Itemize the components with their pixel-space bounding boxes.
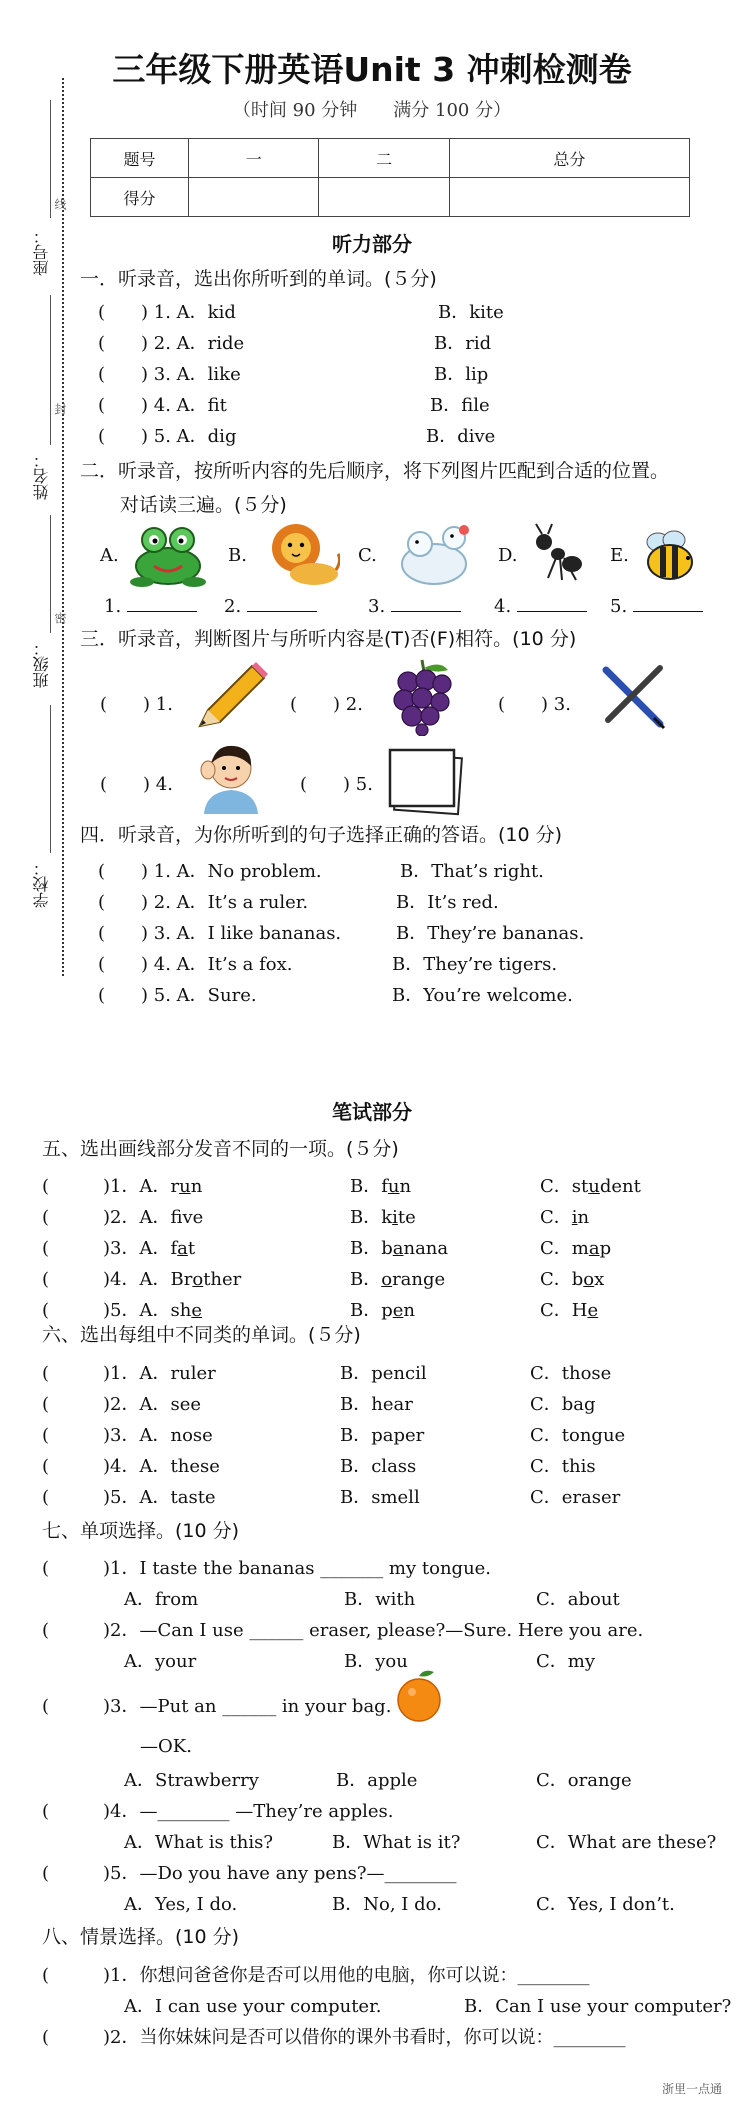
s7-q3-option-b: B．apple <box>336 1770 418 1791</box>
s6-option-b: B．hear <box>340 1394 413 1415</box>
s1-option-b: B．rid <box>434 333 492 354</box>
underlined-letter: e <box>392 1300 404 1321</box>
s2-blank-number: 2. <box>224 596 242 617</box>
name-label: 姓名： <box>32 452 51 500</box>
page-title: 三年级下册英语Unit 3 冲刺检测卷 <box>112 50 632 89</box>
word-part: C．b <box>540 1269 584 1290</box>
seat-line <box>50 100 51 218</box>
s2-blank-number: 4. <box>494 596 512 617</box>
s7-q4-option-a: A．What is this? <box>124 1832 273 1853</box>
s2-blank[interactable] <box>368 596 461 617</box>
underlined-letter: u <box>387 1176 400 1197</box>
section-8-title: 八、情景选择。(10 分) <box>42 1926 240 1948</box>
word-part: n <box>190 1176 203 1197</box>
word-part: n <box>399 1176 412 1197</box>
pencil-picture <box>190 660 270 732</box>
s2-letter: E. <box>610 545 629 566</box>
section-2-title: 二．听录音，按所听内容的先后顺序，将下列图片匹配到合适的位置。 <box>80 460 670 482</box>
item-number: ( )5．A． <box>42 1300 171 1321</box>
s4-option-a: ( ) 1. A．No problem. <box>98 861 322 882</box>
watermark: 浙里一点通 <box>662 2082 723 2096</box>
s2-letter: B. <box>228 545 247 566</box>
s6-option-b: B．pencil <box>340 1363 427 1384</box>
s7-q5-option-b: B．No, I do. <box>332 1894 442 1915</box>
word-part: range <box>392 1269 446 1290</box>
word-part: n <box>577 1207 590 1228</box>
word-part: B． <box>350 1269 382 1290</box>
word-part: Br <box>170 1269 193 1290</box>
s1-option-a: ( ) 1. A．kid <box>98 302 236 323</box>
s7-question-1: ( )1．I taste the bananas _______ my tongue. <box>42 1558 492 1579</box>
bee-picture <box>642 528 698 582</box>
word-part: n <box>403 1300 415 1321</box>
underlined-letter: o <box>381 1269 393 1290</box>
s4-option-b: B．You’re welcome. <box>392 985 573 1006</box>
written-title: 笔试部分 <box>332 1100 412 1124</box>
word-part: ther <box>203 1269 242 1290</box>
s1-option-b: B．kite <box>438 302 504 323</box>
paper-picture <box>384 744 466 816</box>
binding-mark: 密 <box>53 612 67 624</box>
s2-letter: C. <box>358 545 377 566</box>
s5-option-a <box>42 1234 195 1260</box>
s1-option-a: ( ) 4. A．fit <box>98 395 227 416</box>
word-part: C．m <box>540 1238 589 1259</box>
underlined-letter: a <box>392 1238 404 1259</box>
word-part: C．st <box>540 1176 589 1197</box>
underlined-letter: a <box>177 1238 188 1259</box>
s2-letter: A. <box>100 545 119 566</box>
s1-option-b: B．dive <box>426 426 496 447</box>
s4-option-b: B．They’re bananas. <box>396 923 585 944</box>
word-part: te <box>397 1207 416 1228</box>
s6-option-c: C．those <box>530 1363 612 1384</box>
s2-blank-number: 1. <box>104 596 122 617</box>
s3-item-label: ( ) 5. <box>300 774 373 795</box>
s6-option-a: ( )2．A．see <box>42 1394 202 1415</box>
class-label: 班级： <box>32 640 51 688</box>
section-4-title: 四．听录音，为你所听到的句子选择正确的答语。(10 分) <box>80 824 563 846</box>
item-number: ( )4．A． <box>42 1269 171 1290</box>
s7-question-3: ( )3．—Put an ______ in your bag. <box>42 1696 392 1717</box>
s4-option-a: ( ) 5. A．Sure. <box>98 985 257 1006</box>
s3-item-label: ( ) 1. <box>100 694 173 715</box>
word-part: r <box>170 1176 180 1197</box>
listening-title: 听力部分 <box>332 232 412 256</box>
item-number: ( )1．A． <box>42 1176 171 1197</box>
orange-picture <box>394 1668 444 1724</box>
binding-mark: 封 <box>53 403 67 415</box>
s6-option-a: ( )3．A．nose <box>42 1425 213 1446</box>
score-table <box>90 138 690 217</box>
s1-option-a: ( ) 2. A．ride <box>98 333 245 354</box>
school-line <box>50 705 51 853</box>
s6-option-a: ( )4．A．these <box>42 1456 220 1477</box>
page-subtitle: （时间 90 分钟 满分 100 分） <box>232 100 512 121</box>
s4-option-b: B．They’re tigers. <box>392 954 558 975</box>
s8-question-1: ( )1．你想问爸爸你是否可以用他的电脑，你可以说：________ <box>42 1965 590 1986</box>
s7-q1-option-a: A．from <box>124 1589 199 1610</box>
s7-q3-option-c: C．orange <box>536 1770 632 1791</box>
binding-dotted-line <box>62 78 64 976</box>
underlined-letter: a <box>588 1238 600 1259</box>
s1-option-a: ( ) 3. A．like <box>98 364 241 385</box>
section-1-title: 一．听录音，选出你所听到的单词。(５分) <box>80 268 437 290</box>
underlined-letter: i <box>392 1207 398 1228</box>
s7-q2-option-c: C．my <box>536 1651 596 1672</box>
s7-q2-option-a: A．your <box>124 1651 197 1672</box>
section-3-title: 三．听录音，判断图片与所听内容是(T)否(F)相符。(10 分) <box>80 628 577 650</box>
word-part: ve <box>182 1207 204 1228</box>
s4-option-b: B．That’s right. <box>400 861 544 882</box>
s1-option-b: B．lip <box>434 364 489 385</box>
s4-option-a: ( ) 3. A．I like bananas. <box>98 923 342 944</box>
school-label: 学校： <box>32 860 51 908</box>
s7-question-4: ( )4．—________ —They’re apples. <box>42 1801 394 1822</box>
s7-q3-option-a: A．Strawberry <box>124 1770 259 1791</box>
table-cell: 二 <box>319 139 449 178</box>
item-number: ( )3．A． <box>42 1238 171 1259</box>
s2-blank[interactable] <box>494 596 587 617</box>
s7-q5-option-c: C．Yes, I don’t. <box>536 1894 675 1915</box>
section-6-title: 六、选出每组中不同类的单词。(５分) <box>42 1324 361 1346</box>
s8-q1-option-b: B．Can I use your computer? <box>464 1996 732 2017</box>
grapes-picture <box>382 656 462 736</box>
item-number: ( )2．A． <box>42 1207 171 1228</box>
s6-option-b: B．paper <box>340 1425 425 1446</box>
s6-option-c: C．bag <box>530 1394 596 1415</box>
word-part: B．k <box>350 1207 393 1228</box>
s3-item-label: ( ) 2. <box>290 694 363 715</box>
word-part: sh <box>170 1300 192 1321</box>
s5-option-c <box>540 1234 611 1260</box>
s5-option-b <box>350 1234 448 1260</box>
s1-option-a: ( ) 5. A．dig <box>98 426 237 447</box>
s6-option-c: C．tongue <box>530 1425 626 1446</box>
lion-picture <box>268 520 340 588</box>
s4-option-a: ( ) 2. A．It’s a ruler. <box>98 892 309 913</box>
section-2-title-line2: 对话读三遍。(５分) <box>120 494 287 516</box>
table-cell: 总分 <box>449 139 689 178</box>
s5-option-a <box>42 1203 203 1229</box>
ant-picture <box>528 522 584 584</box>
s6-option-b: B．class <box>340 1456 417 1477</box>
word-part: nana <box>403 1238 449 1259</box>
underlined-letter: e <box>191 1300 202 1321</box>
s6-option-c: C．this <box>530 1456 596 1477</box>
s6-option-b: B．smell <box>340 1487 420 1508</box>
s5-option-c <box>540 1265 604 1291</box>
underlined-letter: e <box>587 1300 599 1321</box>
s5-option-c <box>540 1172 641 1198</box>
table-cell[interactable] <box>319 178 449 217</box>
s5-option-a <box>42 1265 241 1291</box>
section-5-title: 五、选出画线部分发音不同的一项。(５分) <box>42 1138 399 1160</box>
pens-picture <box>598 660 670 732</box>
word-part: t <box>187 1238 196 1259</box>
s7-q1-option-c: C．about <box>536 1589 620 1610</box>
s5-option-c <box>540 1296 598 1322</box>
s5-option-b <box>350 1203 416 1229</box>
s5-option-b <box>350 1265 445 1291</box>
s2-blank[interactable] <box>610 596 703 617</box>
s8-q1-option-a: A．I can use your computer. <box>124 1996 382 2017</box>
table-row <box>91 178 690 217</box>
word-part: p <box>599 1238 612 1259</box>
table-cell: 一 <box>189 139 319 178</box>
table-cell[interactable] <box>189 178 319 217</box>
underlined-letter: u <box>588 1176 600 1197</box>
table-cell: 题号 <box>91 139 189 178</box>
boy-picture <box>196 738 266 814</box>
binding-mark: 线 <box>53 198 67 210</box>
word-part: x <box>594 1269 605 1290</box>
word-part: B．b <box>350 1238 393 1259</box>
s2-blank-number: 5. <box>610 596 628 617</box>
s5-option-c <box>540 1203 589 1229</box>
underlined-letter: o <box>583 1269 595 1290</box>
s1-option-b: B．file <box>430 395 490 416</box>
s2-blank-number: 3. <box>368 596 386 617</box>
word-part: C． <box>540 1207 572 1228</box>
s2-letter: D. <box>498 545 518 566</box>
table-row <box>91 139 690 178</box>
frog-picture <box>128 522 208 588</box>
s5-option-b <box>350 1172 411 1198</box>
underlined-letter: i <box>571 1207 578 1228</box>
s7-question-2: ( )2．—Can I use ______ eraser, please?—Sure. Here you are. <box>42 1620 644 1641</box>
word-part: B．p <box>350 1300 393 1321</box>
table-cell: 得分 <box>91 178 189 217</box>
underlined-letter: u <box>179 1176 191 1197</box>
s4-option-b: B．It’s red. <box>396 892 499 913</box>
word-part: f <box>170 1238 178 1259</box>
underlined-letter: o <box>192 1269 204 1290</box>
s6-option-c: C．eraser <box>530 1487 621 1508</box>
s2-blank[interactable] <box>224 596 317 617</box>
s7-q5-option-a: A．Yes, I do. <box>124 1894 238 1915</box>
class-line <box>50 515 51 633</box>
s2-blank[interactable] <box>104 596 197 617</box>
s4-option-a: ( ) 4. A．It’s a fox. <box>98 954 293 975</box>
s7-q3-reply: —OK. <box>140 1736 192 1757</box>
s3-item-label: ( ) 3. <box>498 694 571 715</box>
word-part: dent <box>599 1176 641 1197</box>
section-7-title: 七、单项选择。(10 分) <box>42 1520 240 1542</box>
s8-question-2: ( )2．当你妹妹问是否可以借你的课外书看时，你可以说：________ <box>42 2027 626 2048</box>
s5-option-a <box>42 1296 202 1322</box>
s6-option-a: ( )5．A．taste <box>42 1487 216 1508</box>
word-part: C．H <box>540 1300 588 1321</box>
polar-bears-picture <box>396 518 480 588</box>
s7-q1-option-b: B．with <box>344 1589 416 1610</box>
s7-q2-option-b: B．you <box>344 1651 408 1672</box>
name-line <box>50 295 51 445</box>
word-part: B．f <box>350 1176 388 1197</box>
s7-question-5: ( )5．—Do you have any pens?—________ <box>42 1863 457 1884</box>
s7-q4-option-c: C．What are these? <box>536 1832 717 1853</box>
s7-q4-option-b: B．What is it? <box>332 1832 461 1853</box>
s3-item-label: ( ) 4. <box>100 774 173 795</box>
word-part: f <box>170 1207 183 1228</box>
s5-option-a <box>42 1172 202 1198</box>
table-cell[interactable] <box>449 178 689 217</box>
s6-option-a: ( )1．A．ruler <box>42 1363 216 1384</box>
s5-option-b <box>350 1296 415 1322</box>
seat-label: 座号： <box>32 228 51 276</box>
